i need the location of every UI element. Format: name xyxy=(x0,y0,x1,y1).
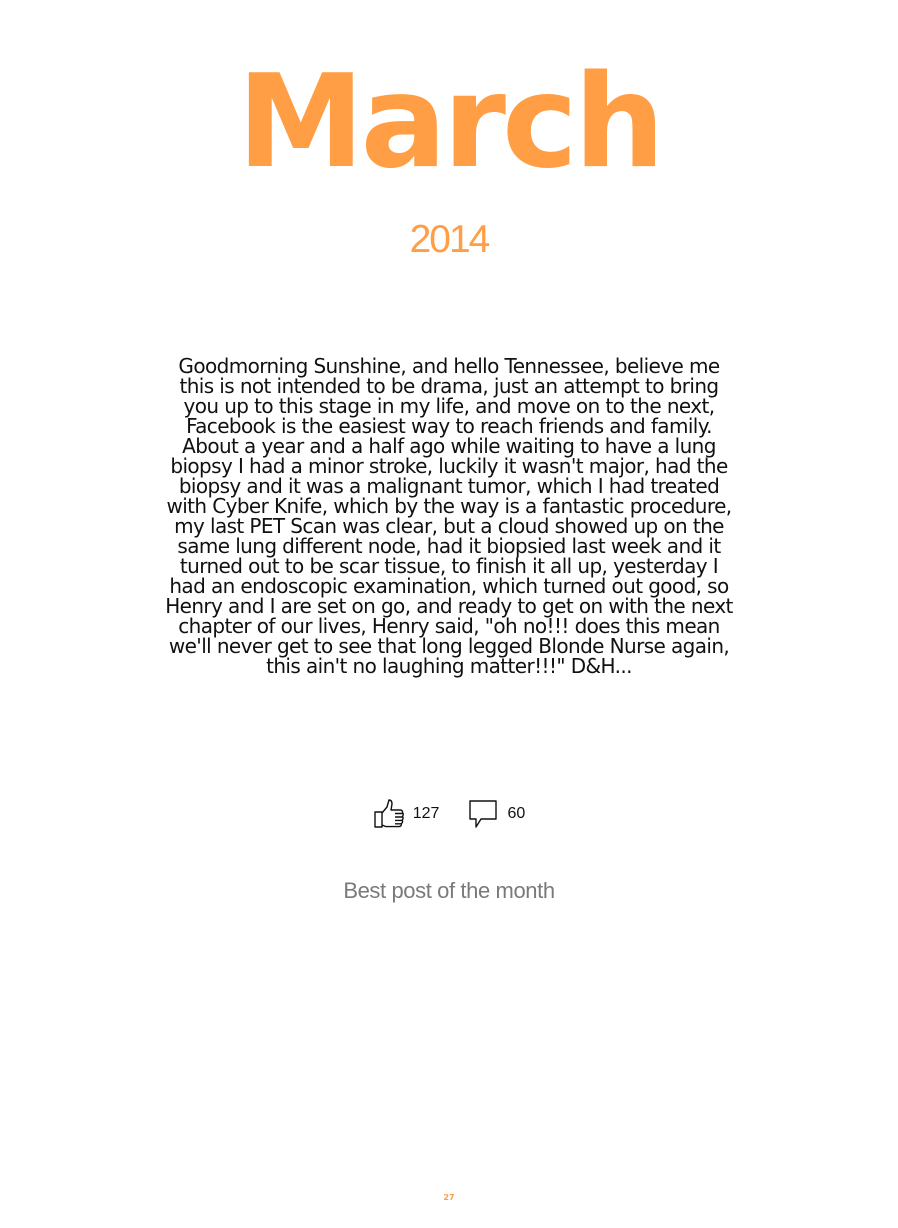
post-text: Goodmorning Sunshine, and hello Tennessee, believe me this is not intended to be drama, just an attempt to bring you up to this stage in my life, and move on to the next, Facebook is the easiest way to reach friends and family. About a year and a half ago while waiting to have a lung biopsy I had a minor stroke, luckily it wasn't major, had the biopsy and it was a malignant tumor, which I had treated with Cyber Knife, which by the way is a fantastic procedure, my last PET Scan was clear, but a cloud showed up on the same lung different node, had it biopsied last week and it turned out to be scar tissue, to finish it all up, yesterday I had an endoscopic examination, which turned out good, so Henry and I are set on go, and ready to get on with the next chapter of our lives, Henry said, "oh no!!! does this mean we'll never get to see that long legged Blonde Nurse again, this ain't no laughing matter!!!" D&H... xyxy=(165,354,733,678)
post-stats xyxy=(0,798,898,830)
page-number: 27 xyxy=(443,1193,455,1202)
likes-count: 127 xyxy=(412,805,440,822)
year-subtitle: 2014 xyxy=(409,218,489,261)
thumbs-up-icon xyxy=(373,798,405,830)
speech-bubble-icon xyxy=(467,798,499,830)
month-title: March xyxy=(237,48,661,197)
comments-count: 60 xyxy=(507,805,526,822)
likes-stat xyxy=(373,798,440,830)
comments-stat xyxy=(467,798,525,830)
best-post-caption: Best post of the month xyxy=(343,878,555,903)
